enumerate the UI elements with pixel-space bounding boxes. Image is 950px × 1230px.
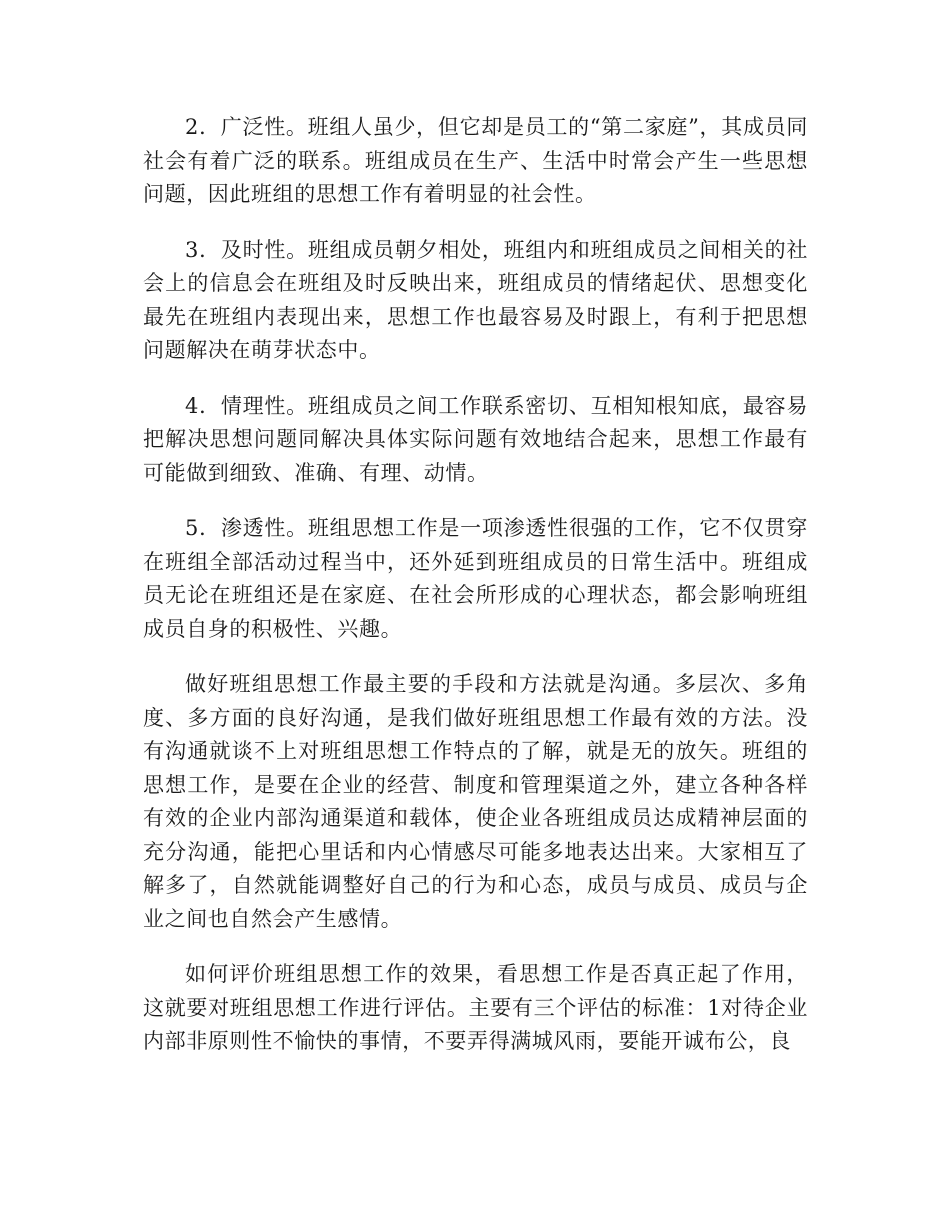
paragraph-penetration: 5．渗透性。班组思想工作是一项渗透性很强的工作，它不仅贯穿在班组全部活动过程当中，还外延到班组成员的日常生活中。班组成员无论在班组还是在家庭、在社会所形成的心理状态，都会影响班组成员自身的积极性、兴趣。 [143, 516, 808, 641]
paragraph-broadness: 2．广泛性。班组人虽少，但它却是员工的“第二家庭”，其成员同社会有着广泛的联系。班组成员在生产、生活中时常会产生一些思想问题，因此班组的思想工作有着明显的社会性。 [143, 115, 808, 206]
paragraph-communication: 做好班组思想工作最主要的手段和方法就是沟通。多层次、多角度、多方面的良好沟通，是我们做好班组思想工作最有效的方法。没有沟通就谈不上对班组思想工作特点的了解，就是无的放矢。班组的思想工作，是要在企业的经营、制度和管理渠道之外，建立各种各样有效的企业内部沟通渠道和载体，使企业各班组成员达成精神层面的充分沟通，能把心里话和内心情感尽可能多地表达出来。大家相互了解多了，自然就能调整好自己的行为和心态，成员与成员、成员与企业之间也自然会产生感情。 [143, 672, 808, 931]
paragraph-timeliness: 3．及时性。班组成员朝夕相处，班组内和班组成员之间相关的社会上的信息会在班组及时反映出来，班组成员的情绪起伏、思想变化最先在班组内表现出来，思想工作也最容易及时跟上，有利于把思想问题解决在萌芽状态中。 [143, 237, 808, 362]
paragraph-evaluation: 如何评价班组思想工作的效果，看思想工作是否真正起了作用，这就要对班组思想工作进行评估。主要有三个评估的标准：1对待企业内部非原则性不愉快的事情，不要弄得满城风雨，要能开诚布公，良 [143, 962, 808, 1053]
document-page [143, 111, 808, 1081]
paragraph-reasonableness: 4．情理性。班组成员之间工作联系密切、互相知根知底，最容易把解决思想问题同解决具体实际问题有效地结合起来，思想工作最有可能做到细致、准确、有理、动情。 [143, 393, 808, 485]
